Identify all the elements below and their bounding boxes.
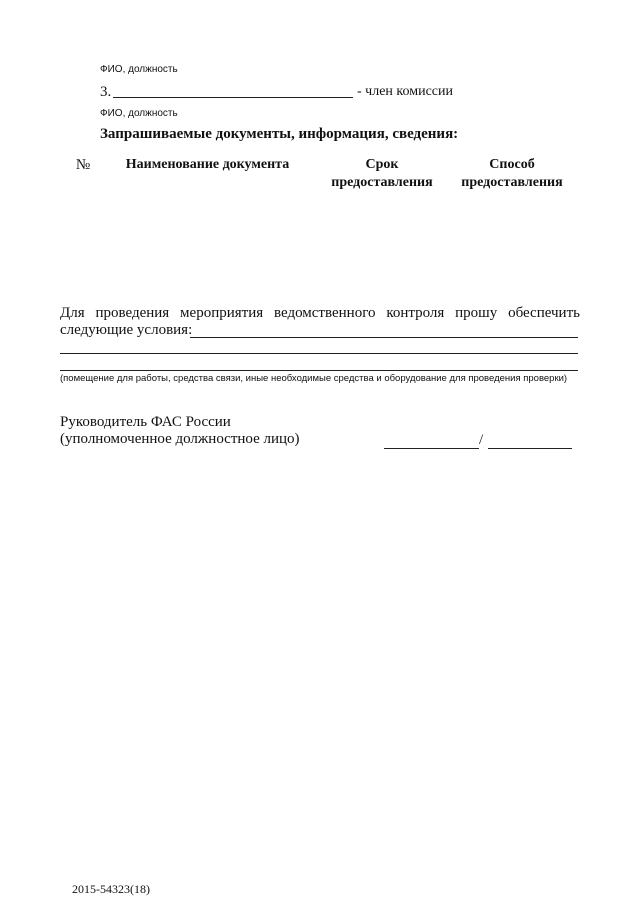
col-number-label: № bbox=[75, 157, 91, 173]
item-3-role: - член комиссии bbox=[357, 84, 453, 99]
document-number: 2015-54323(18) bbox=[72, 882, 150, 896]
conditions-fill-line-3 bbox=[60, 370, 578, 371]
conditions-word: прошу bbox=[455, 305, 498, 321]
col-method bbox=[452, 156, 572, 192]
name-line bbox=[488, 448, 572, 449]
signature-line bbox=[384, 448, 479, 449]
item-3-fill-line bbox=[113, 97, 353, 98]
item-3-number: 3. bbox=[100, 84, 112, 100]
conditions-word: контроля bbox=[386, 305, 445, 321]
conditions-word: мероприятия bbox=[180, 305, 264, 321]
signatory-title: Руководитель ФАС России bbox=[60, 414, 231, 430]
conditions-word: обеспечить bbox=[508, 305, 580, 321]
conditions-caption: (помещение для работы, средства связи, иные необходимые средства и оборудование для проведения проверки) bbox=[60, 373, 568, 384]
requested-documents-title: Запрашиваемые документы, информация, сведения: bbox=[100, 126, 459, 142]
conditions-fill-line-1 bbox=[190, 337, 578, 338]
conditions-word: ведомственного bbox=[273, 305, 376, 321]
conditions-line-2: следующие условия: bbox=[60, 322, 193, 338]
col-method-line1: Способ bbox=[489, 157, 535, 172]
signatory-subtitle: (уполномоченное должностное лицо) bbox=[60, 431, 300, 447]
conditions-word: проведения bbox=[95, 305, 170, 321]
fio-label-1: ФИО, должность bbox=[100, 64, 178, 75]
col-method-line2: предоставления bbox=[461, 175, 563, 190]
col-document-name-label: Наименование документа bbox=[125, 157, 290, 172]
signature-separator: / bbox=[479, 432, 484, 448]
conditions-fill-line-2 bbox=[60, 353, 578, 354]
col-deadline bbox=[322, 156, 442, 192]
col-number bbox=[68, 156, 98, 174]
fio-label-2: ФИО, должность bbox=[100, 108, 178, 119]
col-document-name bbox=[115, 156, 300, 174]
conditions-line-1 bbox=[60, 305, 580, 322]
col-deadline-line2: предоставления bbox=[331, 175, 433, 190]
col-deadline-line1: Срок bbox=[365, 157, 399, 172]
conditions-word: Для bbox=[60, 305, 85, 321]
